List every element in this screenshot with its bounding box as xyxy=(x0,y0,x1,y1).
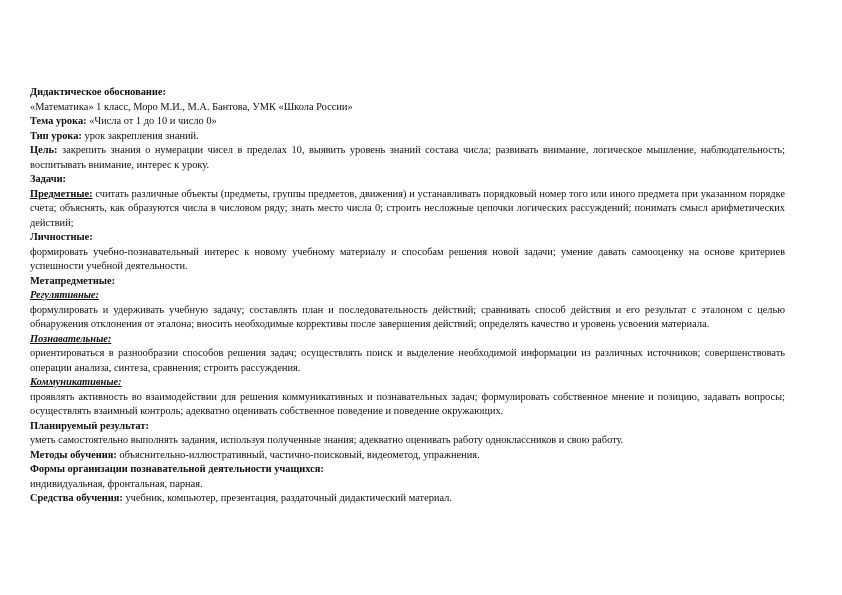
regulatory-heading: Регулятивные: xyxy=(30,290,99,301)
communicative-text: проявлять активность во взаимодействии для решения коммуникативных и познавательных задач; формулировать собственное мнение и позицию, задавать вопросы; осуществлять взаимный контроль; адекватно оценивать собственное поведение и поведение окружающих. xyxy=(30,391,785,417)
topic-line xyxy=(30,115,785,130)
means-label: Средства обучения: xyxy=(30,493,123,504)
lesson-type-label: Тип урока: xyxy=(30,130,82,142)
subject-label: Предметные: xyxy=(30,188,93,200)
forms-text: индивидуальная, фронтальная, парная. xyxy=(30,478,203,490)
forms-heading: Формы организации познавательной деятельности учащихся: xyxy=(30,464,324,475)
goal-paragraph xyxy=(30,144,785,173)
methods-text: объяснительно-иллюстративный, частично-поисковый, видеометод, упражнения. xyxy=(116,449,480,461)
tasks-heading: Задачи: xyxy=(30,174,67,185)
meta-heading: Метапредметные: xyxy=(30,275,116,287)
cognitive-heading: Познавательные: xyxy=(30,333,112,345)
personal-heading: Личностные: xyxy=(30,232,93,243)
methods-label: Методы обучения: xyxy=(30,449,117,461)
personal-text: формировать учебно-познавательный интерес к новому учебному материалу и способам решения новой задачи; умение давать самооценку на основе критериев успешности учебной деятельности. xyxy=(30,246,785,272)
means-text: учебник, компьютер, презентация, раздаточный дидактический материал. xyxy=(122,493,452,504)
regulatory-text: формулировать и удерживать учебную задачу; составлять план и последовательность действий; сравнивать способ действия и его результат с эталоном с целью обнаружения отклонения от эталона; вносить необходимые коррективы после завершения действий; определять качество и уровень усвоения материала. xyxy=(30,304,785,330)
planned-result-text: уметь самостоятельно выполнять задания, используя полученные знания; адекватно оценивать работу одноклассников и свою работу. xyxy=(30,435,624,446)
document-title: Дидактическое обоснование: xyxy=(30,87,166,98)
subject-paragraph xyxy=(30,188,785,232)
means-line xyxy=(30,492,785,507)
subject-text: считать различные объекты (предметы, группы предметов, движения) и устанавливать порядковый номер того или иного предмета при указанном порядке счета; объяснять, как образуются числа в числовом ряду; знать место числа 0; строить несложные цепочки логических рассуждений; понимать смысл арифметических действий; xyxy=(30,188,785,229)
goal-label: Цель: xyxy=(30,145,58,156)
topic-label: Тема урока: xyxy=(30,116,87,127)
umk-line: «Математика» 1 класс, Моро М.И., М.А. Бантова, УМК «Школа России» xyxy=(30,101,353,113)
topic-value: «Числа от 1 до 10 и число 0» xyxy=(86,116,217,127)
planned-result-heading: Планируемый результат: xyxy=(30,420,149,432)
methods-line xyxy=(30,449,785,464)
goal-text: закрепить знания о нумерации чисел в пределах 10, выявить уровень знаний состава числа; развивать внимание, логическое мышление, наблюдательность; воспитывать внимание, интерес к уроку. xyxy=(30,145,785,171)
communicative-heading: Коммуникативные: xyxy=(30,377,122,388)
cognitive-text: ориентироваться в разнообразии способов решения задач; осуществлять поиск и выделение необходимой информации из различных источников; совершенствовать операции анализа, синтеза, сравнения; строить рассуждения. xyxy=(30,348,785,374)
lesson-type-line xyxy=(30,130,785,145)
lesson-type-value: урок закрепления знаний. xyxy=(81,130,199,142)
